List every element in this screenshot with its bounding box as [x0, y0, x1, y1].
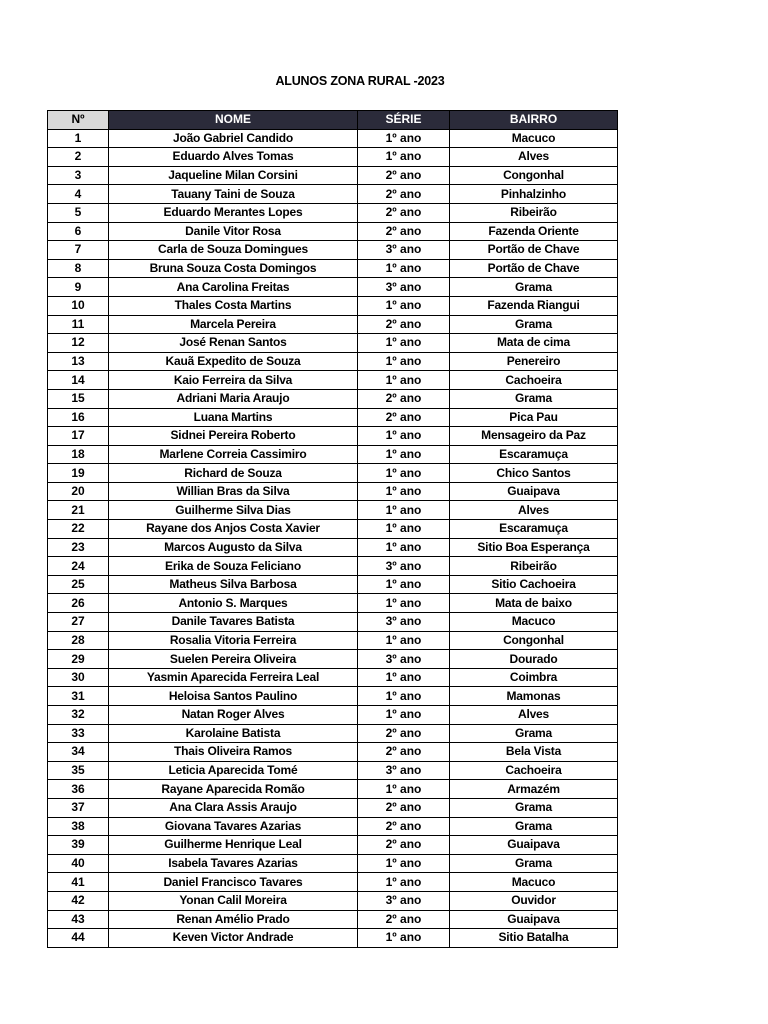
table-row: [48, 854, 618, 873]
cell-grade: 1º ano: [358, 706, 450, 725]
cell-number: 36: [48, 780, 109, 799]
cell-grade: 1º ano: [358, 538, 450, 557]
table-row: [48, 631, 618, 650]
cell-neighborhood: Mamonas: [450, 687, 618, 706]
cell-neighborhood: Mata de cima: [450, 334, 618, 353]
cell-grade: 1º ano: [358, 520, 450, 539]
cell-grade: 3º ano: [358, 891, 450, 910]
cell-neighborhood: Portão de Chave: [450, 259, 618, 278]
table-row: [48, 185, 618, 204]
cell-name: Bruna Souza Costa Domingos: [109, 259, 358, 278]
cell-neighborhood: Penereiro: [450, 352, 618, 371]
cell-grade: 3º ano: [358, 278, 450, 297]
table-row: [48, 241, 618, 260]
cell-name: Willian Bras da Silva: [109, 482, 358, 501]
cell-grade: 2º ano: [358, 185, 450, 204]
cell-name: Richard de Souza: [109, 464, 358, 483]
cell-grade: 1º ano: [358, 148, 450, 167]
cell-grade: 3º ano: [358, 761, 450, 780]
table-row: [48, 315, 618, 334]
cell-name: Danile Tavares Batista: [109, 613, 358, 632]
cell-name: Daniel Francisco Tavares: [109, 873, 358, 892]
cell-number: 2: [48, 148, 109, 167]
cell-name: Sidnei Pereira Roberto: [109, 427, 358, 446]
cell-number: 5: [48, 203, 109, 222]
cell-name: Natan Roger Alves: [109, 706, 358, 725]
table-row: [48, 873, 618, 892]
cell-grade: 3º ano: [358, 613, 450, 632]
table-row: [48, 538, 618, 557]
cell-neighborhood: Grama: [450, 724, 618, 743]
cell-neighborhood: Grama: [450, 315, 618, 334]
cell-number: 14: [48, 371, 109, 390]
cell-name: Rosalia Vitoria Ferreira: [109, 631, 358, 650]
table-row: [48, 798, 618, 817]
cell-number: 20: [48, 482, 109, 501]
cell-neighborhood: Alves: [450, 501, 618, 520]
column-header-neighborhood: BAIRRO: [450, 111, 618, 130]
cell-number: 44: [48, 929, 109, 948]
cell-number: 15: [48, 389, 109, 408]
cell-neighborhood: Pica Pau: [450, 408, 618, 427]
cell-neighborhood: Bela Vista: [450, 743, 618, 762]
table-row: [48, 259, 618, 278]
table-row: [48, 278, 618, 297]
column-header-name: NOME: [109, 111, 358, 130]
cell-grade: 2º ano: [358, 408, 450, 427]
cell-grade: 2º ano: [358, 798, 450, 817]
cell-neighborhood: Cachoeira: [450, 761, 618, 780]
cell-grade: 1º ano: [358, 352, 450, 371]
table-row: [48, 929, 618, 948]
cell-number: 31: [48, 687, 109, 706]
cell-name: Kauã Expedito de Souza: [109, 352, 358, 371]
table-row: [48, 166, 618, 185]
cell-neighborhood: Guaipava: [450, 482, 618, 501]
cell-neighborhood: Congonhal: [450, 631, 618, 650]
cell-number: 8: [48, 259, 109, 278]
cell-neighborhood: Portão de Chave: [450, 241, 618, 260]
cell-number: 17: [48, 427, 109, 446]
cell-name: Isabela Tavares Azarias: [109, 854, 358, 873]
cell-name: Adriani Maria Araujo: [109, 389, 358, 408]
cell-neighborhood: Fazenda Riangui: [450, 296, 618, 315]
cell-neighborhood: Grama: [450, 798, 618, 817]
table-row: [48, 203, 618, 222]
cell-number: 37: [48, 798, 109, 817]
table-row: [48, 445, 618, 464]
cell-number: 22: [48, 520, 109, 539]
cell-grade: 2º ano: [358, 166, 450, 185]
cell-grade: 1º ano: [358, 668, 450, 687]
cell-name: Kaio Ferreira da Silva: [109, 371, 358, 390]
cell-number: 21: [48, 501, 109, 520]
table-row: [48, 594, 618, 613]
cell-number: 27: [48, 613, 109, 632]
cell-neighborhood: Congonhal: [450, 166, 618, 185]
cell-number: 38: [48, 817, 109, 836]
cell-name: Rayane dos Anjos Costa Xavier: [109, 520, 358, 539]
table-row: [48, 780, 618, 799]
cell-neighborhood: Ribeirão: [450, 203, 618, 222]
cell-number: 43: [48, 910, 109, 929]
table-row: [48, 334, 618, 353]
column-header-number: Nº: [48, 111, 109, 130]
cell-grade: 2º ano: [358, 389, 450, 408]
cell-number: 12: [48, 334, 109, 353]
table-row: [48, 613, 618, 632]
cell-neighborhood: Cachoeira: [450, 371, 618, 390]
cell-number: 18: [48, 445, 109, 464]
cell-number: 11: [48, 315, 109, 334]
cell-grade: 3º ano: [358, 241, 450, 260]
cell-number: 29: [48, 650, 109, 669]
cell-neighborhood: Sitio Boa Esperança: [450, 538, 618, 557]
table-row: [48, 910, 618, 929]
cell-number: 4: [48, 185, 109, 204]
cell-name: Marcos Augusto da Silva: [109, 538, 358, 557]
cell-grade: 2º ano: [358, 836, 450, 855]
cell-name: Yasmin Aparecida Ferreira Leal: [109, 668, 358, 687]
cell-neighborhood: Ouvidor: [450, 891, 618, 910]
cell-number: 10: [48, 296, 109, 315]
cell-neighborhood: Macuco: [450, 613, 618, 632]
cell-name: Matheus Silva Barbosa: [109, 575, 358, 594]
cell-neighborhood: Fazenda Oriente: [450, 222, 618, 241]
cell-number: 13: [48, 352, 109, 371]
cell-neighborhood: Alves: [450, 148, 618, 167]
cell-grade: 1º ano: [358, 445, 450, 464]
cell-neighborhood: Pinhalzinho: [450, 185, 618, 204]
cell-grade: 1º ano: [358, 129, 450, 148]
cell-neighborhood: Alves: [450, 706, 618, 725]
cell-grade: 2º ano: [358, 910, 450, 929]
cell-grade: 1º ano: [358, 334, 450, 353]
table-row: [48, 761, 618, 780]
cell-number: 23: [48, 538, 109, 557]
table-row: [48, 427, 618, 446]
cell-name: Yonan Calil Moreira: [109, 891, 358, 910]
cell-grade: 1º ano: [358, 464, 450, 483]
cell-grade: 1º ano: [358, 929, 450, 948]
cell-number: 16: [48, 408, 109, 427]
cell-neighborhood: Dourado: [450, 650, 618, 669]
cell-neighborhood: Armazém: [450, 780, 618, 799]
table-row: [48, 222, 618, 241]
table-row: [48, 352, 618, 371]
table-row: [48, 464, 618, 483]
cell-neighborhood: Ribeirão: [450, 557, 618, 576]
cell-name: Rayane Aparecida Romão: [109, 780, 358, 799]
table-row: [48, 520, 618, 539]
cell-grade: 3º ano: [358, 650, 450, 669]
table-row: [48, 724, 618, 743]
cell-grade: 2º ano: [358, 222, 450, 241]
table-row: [48, 557, 618, 576]
cell-neighborhood: Grama: [450, 854, 618, 873]
cell-neighborhood: Guaipava: [450, 836, 618, 855]
cell-name: Carla de Souza Domingues: [109, 241, 358, 260]
cell-number: 24: [48, 557, 109, 576]
cell-neighborhood: Coimbra: [450, 668, 618, 687]
cell-neighborhood: Grama: [450, 389, 618, 408]
cell-name: Thais Oliveira Ramos: [109, 743, 358, 762]
cell-number: 1: [48, 129, 109, 148]
cell-grade: 1º ano: [358, 873, 450, 892]
cell-number: 9: [48, 278, 109, 297]
cell-number: 40: [48, 854, 109, 873]
cell-name: Giovana Tavares Azarias: [109, 817, 358, 836]
cell-neighborhood: Sitio Cachoeira: [450, 575, 618, 594]
table-row: [48, 482, 618, 501]
cell-name: Guilherme Henrique Leal: [109, 836, 358, 855]
cell-number: 32: [48, 706, 109, 725]
cell-neighborhood: Mata de baixo: [450, 594, 618, 613]
table-body: [48, 129, 618, 947]
cell-name: Jaqueline Milan Corsini: [109, 166, 358, 185]
cell-grade: 2º ano: [358, 315, 450, 334]
table-row: [48, 668, 618, 687]
cell-number: 41: [48, 873, 109, 892]
cell-grade: 1º ano: [358, 501, 450, 520]
cell-number: 6: [48, 222, 109, 241]
cell-grade: 1º ano: [358, 594, 450, 613]
cell-neighborhood: Escaramuça: [450, 520, 618, 539]
cell-name: Erika de Souza Feliciano: [109, 557, 358, 576]
cell-number: 25: [48, 575, 109, 594]
cell-name: Guilherme Silva Dias: [109, 501, 358, 520]
table-row: [48, 743, 618, 762]
cell-number: 19: [48, 464, 109, 483]
cell-name: Danile Vitor Rosa: [109, 222, 358, 241]
table-row: [48, 650, 618, 669]
cell-number: 34: [48, 743, 109, 762]
cell-grade: 1º ano: [358, 687, 450, 706]
table-row: [48, 687, 618, 706]
cell-grade: 1º ano: [358, 575, 450, 594]
page-title: ALUNOS ZONA RURAL -2023: [275, 74, 445, 88]
cell-number: 35: [48, 761, 109, 780]
table-row: [48, 408, 618, 427]
cell-name: Renan Amélio Prado: [109, 910, 358, 929]
table-header-row: [48, 111, 618, 130]
cell-grade: 2º ano: [358, 724, 450, 743]
cell-grade: 2º ano: [358, 817, 450, 836]
cell-neighborhood: Grama: [450, 278, 618, 297]
table-row: [48, 129, 618, 148]
cell-grade: 1º ano: [358, 631, 450, 650]
cell-name: Eduardo Alves Tomas: [109, 148, 358, 167]
cell-number: 7: [48, 241, 109, 260]
table-row: [48, 706, 618, 725]
cell-number: 42: [48, 891, 109, 910]
cell-grade: 1º ano: [358, 482, 450, 501]
table-row: [48, 296, 618, 315]
cell-grade: 3º ano: [358, 557, 450, 576]
cell-name: João Gabriel Candido: [109, 129, 358, 148]
cell-neighborhood: Chico Santos: [450, 464, 618, 483]
cell-neighborhood: Grama: [450, 817, 618, 836]
cell-number: 3: [48, 166, 109, 185]
cell-grade: 1º ano: [358, 259, 450, 278]
cell-number: 33: [48, 724, 109, 743]
cell-grade: 1º ano: [358, 780, 450, 799]
students-table: [47, 110, 618, 948]
table-row: [48, 389, 618, 408]
cell-neighborhood: Macuco: [450, 873, 618, 892]
cell-grade: 2º ano: [358, 203, 450, 222]
cell-name: Heloisa Santos Paulino: [109, 687, 358, 706]
cell-number: 28: [48, 631, 109, 650]
cell-name: Ana Clara Assis Araujo: [109, 798, 358, 817]
table-row: [48, 891, 618, 910]
cell-name: Ana Carolina Freitas: [109, 278, 358, 297]
cell-name: Karolaine Batista: [109, 724, 358, 743]
cell-name: Luana Martins: [109, 408, 358, 427]
column-header-grade: SÉRIE: [358, 111, 450, 130]
table-row: [48, 371, 618, 390]
table-row: [48, 148, 618, 167]
cell-neighborhood: Sitio Batalha: [450, 929, 618, 948]
cell-grade: 1º ano: [358, 371, 450, 390]
cell-grade: 1º ano: [358, 427, 450, 446]
table-row: [48, 817, 618, 836]
cell-name: Marlene Correia Cassimiro: [109, 445, 358, 464]
cell-number: 26: [48, 594, 109, 613]
table-row: [48, 575, 618, 594]
table-row: [48, 836, 618, 855]
cell-name: Keven Victor Andrade: [109, 929, 358, 948]
cell-name: Suelen Pereira Oliveira: [109, 650, 358, 669]
cell-name: José Renan Santos: [109, 334, 358, 353]
cell-name: Antonio S. Marques: [109, 594, 358, 613]
cell-name: Marcela Pereira: [109, 315, 358, 334]
cell-neighborhood: Macuco: [450, 129, 618, 148]
cell-name: Thales Costa Martins: [109, 296, 358, 315]
table-row: [48, 501, 618, 520]
cell-name: Leticia Aparecida Tomé: [109, 761, 358, 780]
cell-neighborhood: Escaramuça: [450, 445, 618, 464]
cell-grade: 1º ano: [358, 854, 450, 873]
cell-neighborhood: Guaipava: [450, 910, 618, 929]
cell-number: 39: [48, 836, 109, 855]
cell-number: 30: [48, 668, 109, 687]
cell-name: Tauany Taini de Souza: [109, 185, 358, 204]
cell-neighborhood: Mensageiro da Paz: [450, 427, 618, 446]
cell-name: Eduardo Merantes Lopes: [109, 203, 358, 222]
cell-grade: 2º ano: [358, 743, 450, 762]
cell-grade: 1º ano: [358, 296, 450, 315]
